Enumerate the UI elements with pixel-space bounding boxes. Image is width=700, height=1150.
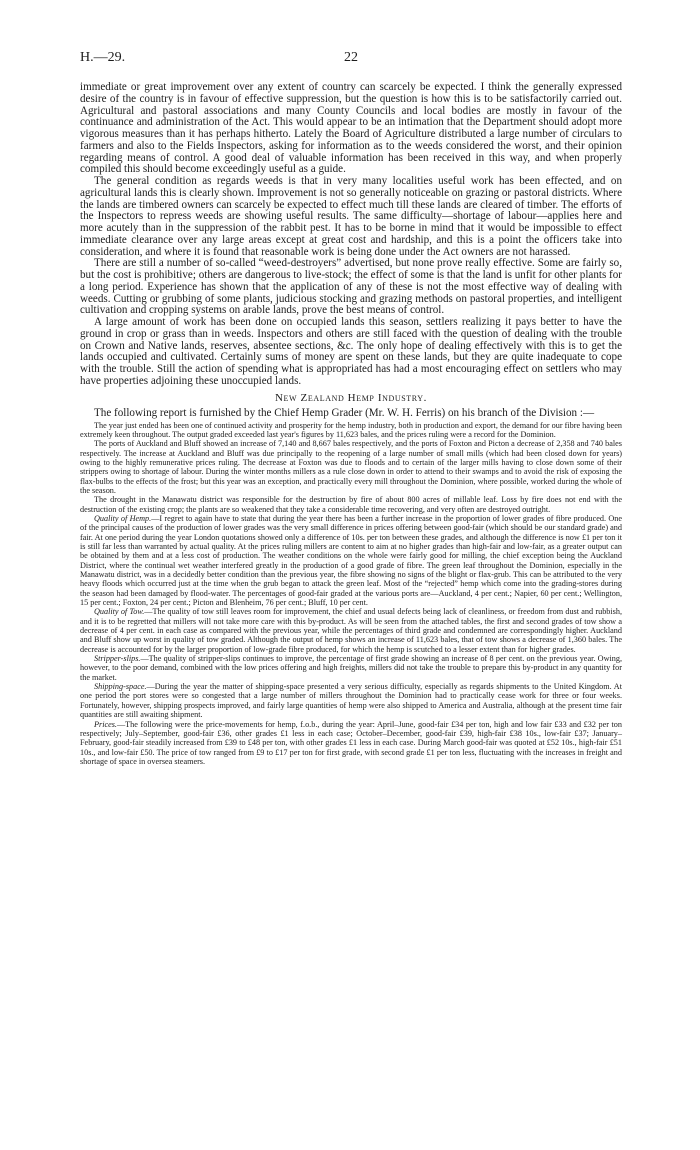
document-reference: H.—29. [80,50,126,65]
report-paragraph-quality-hemp [80,514,622,607]
report-text: —The quality of tow still leaves room for improvement, the chief and usual defects being lack of cleanliness, or freedom from dust and rubbish, and it is to be regretted that millers will not take more care with this by-product. As will be seen from the attached tables, the first and second grades of tow show a decrease of 4 per cent. in each case as compared with the previous year, while the percentages of third grade and condemned are correspondingly higher. Auckland and Bluff show up worst in quality of tow graded. Although the output of hemp shows an increase of 11,623 bales, that of tow shows a decrease of 1,360 bales. The decrease is accounted for by the larger proportion of low-grade fibre produced, for which the hemp is scutched to a lesser extent than for higher grades. [80,607,622,654]
report-text: —The quality of stripper-slips continues to improve, the percentage of first grade showing an increase of 8 per cent. on the previous year. Owing, however, to the poor demand, combined with the low prices offering and high freights, millers did not take the trouble to prepare this by-product in any quantity for the market. [80,654,622,682]
page-number: 22 [344,50,358,65]
weeds-section [80,82,622,388]
subhead-quality-tow: Quality of Tow. [94,607,145,617]
report-text: The ports of Auckland and Bluff showed an increase of 7,140 and 8,667 bales respectively, and the ports of Foxton and Picton a decrease of 2,358 and 740 bales respectively. The increase at Auckland and Bluff was due principally to the reopening of a large number of small mills (which had been closed down for years) owing to the highly remunerative prices ruling. The decrease at Foxton was due to floods and to certain of the larger mills having to close down some of their strippers owing to shortage of labour. During the winter months millers as a rule close down in order to attend to their swamps and to avoid the risk of exposing the flax-bulbs to the effects of the frost; but this year was an exception, and practically every mill throughout the Dominion, where possible, worked during the whole of the season. [80,439,622,495]
paragraph-general-condition: The general condition as regards weeds is that in very many localities useful work has been effected, and on agricultural lands this is clearly shown. Improvement is not so generally noticeable on grazing or pastoral districts. Where the lands are timbered owners can scarcely be expected to effect much till these lands are cleared of timber. The efforts of the Inspectors to repress weeds are showing useful results. The same difficulty—shortage of labour—applies here and more acutely than in the suppression of the rabbit pest. It has to be borne in mind that it would be impossible to effect immediate clearance over any large areas except at great cost and hardship, and this is a point the officers take into consideration, and where it is found that reasonable work is being done under the Act owners are not harassed. [80,175,622,258]
report-paragraph-ports [80,439,622,495]
report-text: —The following were the price-movements for hemp, f.o.b., during the year: April–June, good-fair £34 per ton, high and low fair £33 and £32 per ton respectively; July–September, good-fair £36, other grades £1 less in each case; October–December, good-fair £39, high-fair £38 10s., low-fair £37; January–February, good-fair steadily increased from £39 to £48 per ton, with other grades £1 less in each case. During March good-fair was quoted at £52 10s., high-fair £51 10s., and low-fair £50. The price of tow ranged from £9 to £17 per ton for first grade, with second grade £1 per ton less, fluctuating with the increases in freight and shortage of space in oversea steamers. [80,719,622,766]
section-heading: New Zealand Hemp Industry. [275,391,427,404]
report-paragraph-stripper-slips [80,654,622,682]
report-paragraph-prices [80,720,622,767]
report-text: —I regret to again have to state that during the year there has been a further increase in the proportion of lower grades of fibre produced. One of the principal causes of the production of lower grades was the very small difference in prices offering between good-fair (which should be our standard grade) and fair. At one period during the year London quotations showed only a difference of 10s. per ton between these grades, and although the difference is now £1 per ton it is still far less than warranted by actual quality. At the prices ruling millers are content to aim at no higher grades than high-fair and low-fair, as a greater output can be obtained by them and at a less cost of production. The weather conditions on the whole were fairly good for milling, the chief exception being the Auckland District, where the continual wet weather interfered greatly in the production of a good grade of fibre. The green leaf throughout the Dominion, especially in the Manawatu district, was in a decidedly better condition than the previous year, the fibre showing no signs of the blight or flax-grub. This can be attributed to the very heavy floods which occurred just at the time when the grub began to attack the green leaf. Most of the “rejected” hemp which come into the grading-stores during the season had been damaged by flood-water. The percentages of good-fair graded at the various ports are—Auckland, 4 per cent.; Napier, 60 per cent.; Wellington, 15 per cent.; Foxton, 24 per cent.; Picton and Blenheim, 76 per cent.; Bluff, 10 per cent. [80,513,623,608]
report-paragraph-drought [80,495,622,514]
subhead-shipping-space: Shipping-space. [94,682,147,692]
report-paragraph-quality-tow [80,607,622,654]
paragraph-continued: immediate or great improvement over any extent of country can scarcely be expected. I think the generally expressed desire of the country is in favour of effective suppression, but the question is how this is to be satisfactorily carried out. Agricultural and pastoral associations and many County Councils and local bodies are mostly in favour of the continuance and administration of the Act. This would appear to be an intimation that the Department should adopt more vigorous measures than it has perhaps hitherto. Lately the Board of Agriculture distributed a large number of circulars to farmers and also to the Fields Inspectors, asking for information as to the weeds considered the worst, and their opinion regarding means of control. A good deal of valuable information has been received in this way, and when properly compiled this should become exceedingly useful as a guide. [80,81,622,176]
paragraph-weed-destroyers: There are still a number of so-called “weed-destroyers” advertised, but none prove really effective. Some are fairly so, but the cost is prohibitive; others are dangerous to live-stock; the effect of some is that the land is unfit for other plants for a long period. Experience has shown that the application of any of these is not the most effective way of dealing with weeds. Cutting or grubbing of some plants, judicious stocking and grazing methods on pastoral properties, and intelligent cultivation and cropping systems on arable lands, prove the best means of control. [80,257,622,317]
page-header [80,50,622,70]
report-text: The year just ended has been one of continued activity and prosperity for the hemp industry, both in production and export, the demand for our fibre having been extremely keen throughout. The output graded exceeded last year's figures by 11,623 bales, and the prices ruling were a record for the Dominion. [80,420,622,439]
report-paragraph-shipping [80,682,622,719]
report-text: —During the year the matter of shipping-space presented a very serious difficulty, especially as regards shipments to the United Kingdom. At one period the port stores were so congested that a large number of millers throughout the Dominion had to practically cease work for three or four weeks. Fortunately, however, shipping prospects improved, and fairly large quantities of hemp were also shipped to America and Australia, although at the present time fair quantities are still awaiting shipment. [80,682,622,720]
paragraph-occupied-lands: A large amount of work has been done on occupied lands this season, settlers realizing it pays better to have the ground in crop or grass than in weeds. Inspectors and others are still faced with the question of dealing with the trouble on Crown and Native lands, reserves, absentee sections, &c. The only hope of dealing effectively with this is to get the lands occupied and cultivated. Certainly sums of money are spent on these lands, but they are quite inadequate to cope with the trouble. Still the action of spending what is appropriated has had a most encouraging effect on settlers who may have properties adjoining these unoccupied lands. [80,316,622,387]
report-text: The drought in the Manawatu district was responsible for the destruction by fire of about 800 acres of millable leaf. Loss by fire does not end with the destruction of the existing crop; the plants are so weakened that they take a considerable time recovering, and very often are destroyed outright. [80,495,622,514]
subhead-quality-hemp: Quality of Hemp. [94,513,152,523]
subhead-prices: Prices. [94,719,117,729]
subhead-stripper-slips: Stripper-slips. [94,654,141,664]
page-body [80,82,622,766]
report-paragraph-activity [80,421,622,440]
report-lead-in: The following report is furnished by the Chief Hemp Grader (Mr. W. H. Ferris) on his branch of the Division :— [94,406,595,419]
hemp-report [80,421,622,767]
